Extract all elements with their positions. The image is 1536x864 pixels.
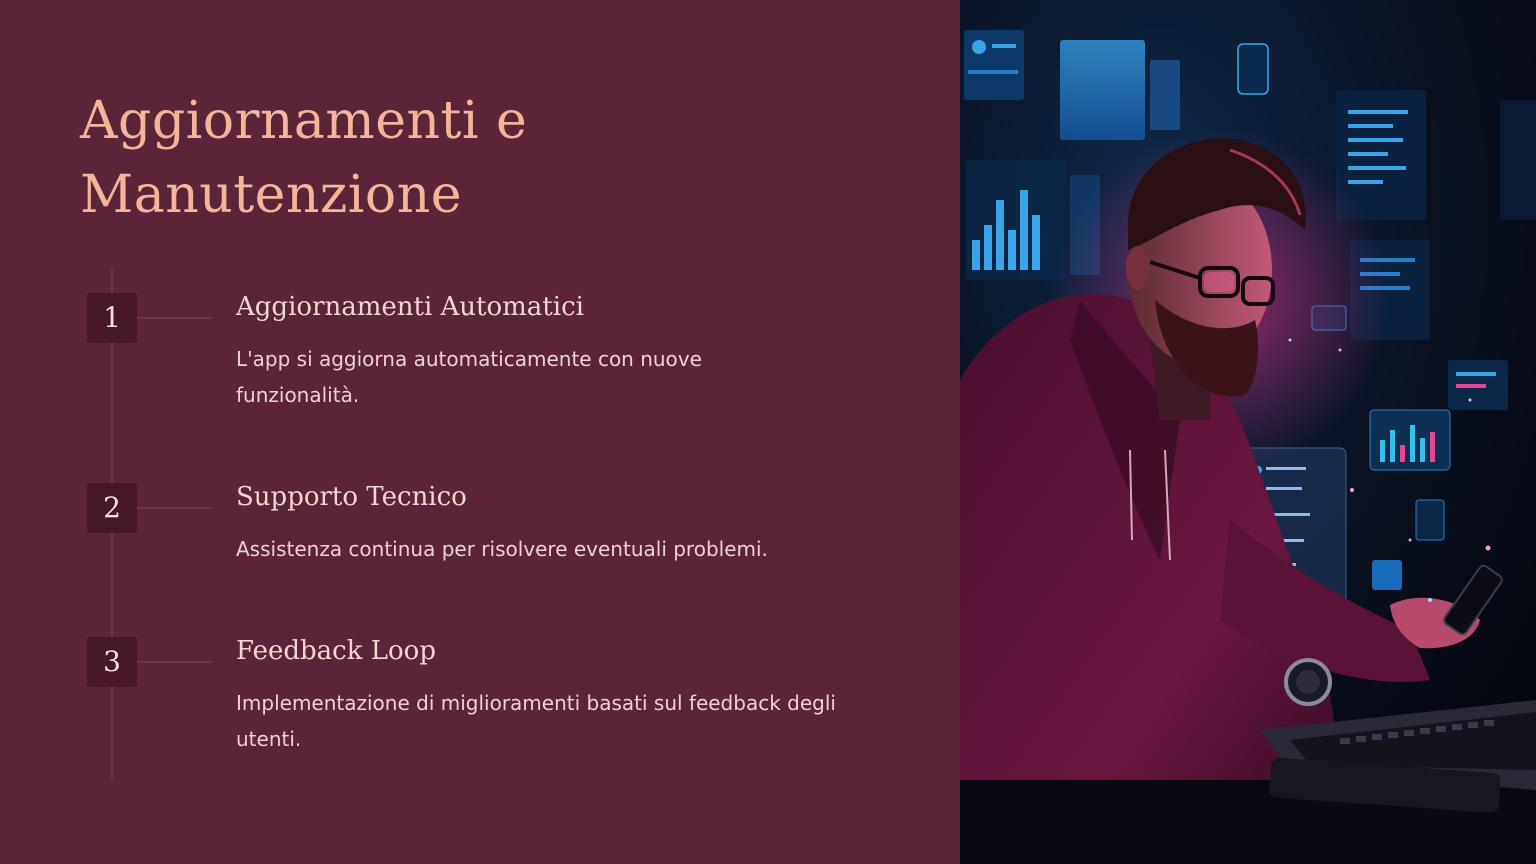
step-number-badge: 1 — [87, 293, 137, 343]
slide-title: Aggiornamenti e Manutenzione — [80, 91, 528, 225]
step-title: Feedback Loop — [236, 636, 436, 666]
step-title: Supporto Tecnico — [236, 482, 467, 512]
step-number-badge: 3 — [87, 637, 137, 687]
step-number-badge: 2 — [87, 483, 137, 533]
step-connector — [137, 661, 212, 663]
step-connector — [137, 507, 212, 509]
developer-at-laptop-illustration — [960, 0, 1536, 864]
step-description: Assistenza continua per risolvere eventuali problemi. — [236, 537, 768, 561]
step-connector — [137, 317, 212, 319]
step-title: Aggiornamenti Automatici — [236, 292, 584, 322]
hero-image — [960, 0, 1536, 864]
step-description: L'app si aggiorna automaticamente con nuove funzionalità. — [236, 347, 702, 407]
step-description: Implementazione di miglioramenti basati sul feedback degli utenti. — [236, 691, 836, 751]
